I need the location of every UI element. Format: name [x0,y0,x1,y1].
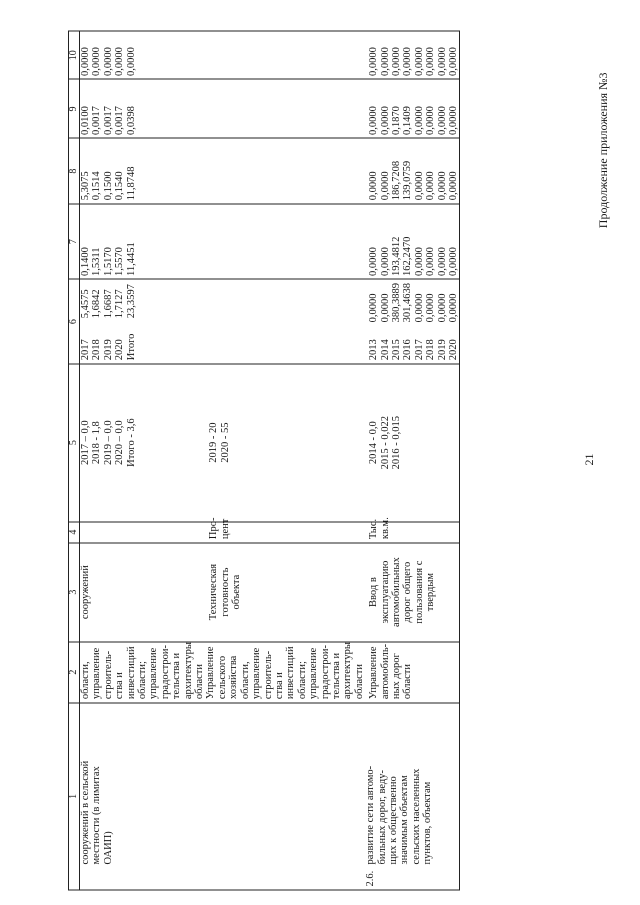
cell-value [80,203,206,279]
appendix-title: Продолжение приложения №3 [596,72,610,228]
cell-line: 1,5311 [91,246,103,276]
cell-line: ства и [273,671,285,699]
cell-line: ных дорог [390,652,402,699]
cell-value [365,31,460,80]
cell-line: 2020 - 55 [219,422,231,463]
cell-line: 0,0000 [80,46,91,76]
cell-line: цент [219,518,231,539]
cell-line: сельских населенных [410,768,422,864]
cell-line: местности (в лимитах [91,765,103,864]
cell-line: сельского [216,655,228,699]
cell-line: 5,4575 [80,288,91,318]
cell-line: Про- [208,517,220,539]
cell-line: 0,0000 [448,292,459,322]
cell-line: Управление [368,645,380,699]
cell-line: 0,0000 [448,105,459,135]
cell-line: 0,0000 [368,292,380,322]
cell-line: твердым [425,572,437,611]
cell-unit [80,521,206,542]
cell-name [80,702,206,889]
col-header: 3 [69,542,80,641]
header-row [69,31,80,890]
cell-line: архитектуры [342,641,354,699]
cell-line: 0,0000 [91,46,103,76]
cell-name [205,702,365,889]
cell-line: 0,0017 [91,105,103,135]
cell-line: 0,0000 [425,246,437,276]
cell-line: области; [296,660,308,699]
cell-value [365,203,460,279]
cell-line: 0,0000 [368,246,380,276]
cell-line: автомобиль- [379,643,391,699]
amount-list [368,282,459,321]
cell-target [80,363,206,521]
cell-line: области, [239,660,251,699]
amount-list [80,284,137,318]
cell-line: 2014 - 0,0 [368,420,380,464]
cell-line: тельства и [330,652,342,699]
cell-line: области [353,663,365,699]
cell-line: 139,0759 [402,160,414,200]
cell-line: 0,0000 [379,292,391,322]
cell-line: бильных дорог, веду- [376,769,388,864]
cell-line: пользования с [413,560,425,624]
cell-executor [80,641,206,702]
table-row [365,31,460,890]
year-amount-group [368,282,459,359]
cell-line: 2020 [114,338,126,360]
cell-line: 1,6687 [102,288,114,318]
cell-line: 0,0100 [80,105,91,135]
cell-line: строитель- [102,650,114,699]
cell-line: 301,4638 [402,282,414,322]
cell-line: 5,3075 [80,170,91,200]
cell-line: 0,0000 [448,46,459,76]
cell-line: области, [80,660,91,699]
cell-line: Итого [125,333,137,360]
cell-line: 2019 [102,338,114,360]
col-header: 1 [69,702,80,889]
cell-line: 2019 [436,338,448,360]
cell-value [205,203,365,279]
cell-line: 1,6842 [91,288,103,318]
cell-line: 0,0017 [102,105,114,135]
year-list [368,322,459,360]
cell-line: 2017 [413,338,425,360]
cell-line: 1,7127 [114,288,126,318]
cell-indicator [80,542,206,641]
cell-line: управление [251,647,263,699]
cell-line: пунктов, объектам [422,781,434,864]
cell-line: 1,5570 [114,246,126,276]
col-header: 10 [69,31,80,80]
cell-line: инвестиций [125,645,137,699]
col-header: 6 [69,279,80,363]
cell-line: 380,3889 [390,282,402,322]
cell-line: 2019 – 0,0 [102,419,114,465]
cell-line: дорог общего [402,561,414,622]
cell-line: 2016 [402,338,414,360]
cell-line: Техническая [208,563,220,620]
cell-line: 2015 [390,338,402,360]
cell-line: 0,1870 [390,105,402,135]
cell-line: строитель- [262,650,274,699]
cell-line: 2013 [368,338,380,360]
cell-line: 23,3597 [125,283,137,318]
col-header: 4 [69,521,80,542]
cell-line: щих к общественно [387,775,399,864]
cell-unit [365,516,460,542]
col-header: 8 [69,138,80,203]
cell-line: Итого - 3,6 [125,417,137,467]
cell-line: 0,0000 [448,246,459,276]
cell-line: 0,0000 [436,292,448,322]
cell-line: области; [137,660,149,699]
cell-line: 11,8748 [125,165,137,200]
cell-value [365,138,460,203]
cell-value [205,138,365,203]
cell-line: сооружений [80,564,91,619]
cell-line: 0,0000 [425,170,437,200]
cell-line: Тыс. [368,518,380,539]
cell-line: автомобильных [390,556,402,627]
cell-line: 0,0000 [436,105,448,135]
cell-line: 162,2470 [402,236,414,276]
cell-line: 0,1540 [114,170,126,200]
cell-line: архитектуры [182,641,194,699]
cell-line: 2019 - 20 [208,422,220,463]
cell-line: 0,0000 [436,246,448,276]
cell-line: 2017 – 0,0 [80,419,91,465]
cell-line: области [402,663,414,699]
cell-line: 0,0000 [114,46,126,76]
cell-line: 0,0000 [390,46,402,76]
cell-line: 2018 - 1,8 [91,420,103,464]
cell-line: инвестиций [285,645,297,699]
cell-line: 0,0000 [413,292,425,322]
cell-value [80,79,206,138]
cell-line: готовность [219,567,231,617]
cell-line: 1,5170 [102,246,114,276]
measure-name [365,724,433,864]
col-header: 2 [69,641,80,702]
cell-line: 2017 [80,338,91,360]
cell-target [205,363,365,521]
cell-line: 193,4812 [390,236,402,276]
cell-line: 0,0000 [425,292,437,322]
cell-line: ОАИП) [102,830,114,864]
cell-total [365,279,460,363]
cell-line: объекта [231,574,243,609]
cell-line: 0,0000 [436,170,448,200]
cell-line: градострои- [319,644,331,699]
cell-line: 0,0000 [379,246,391,276]
cell-line: 0,1514 [91,170,103,200]
year-list [80,318,137,360]
cell-line: области [194,663,206,699]
cell-line: 0,0000 [379,105,391,135]
cell-target [365,363,460,521]
cell-line: кв.м. [379,516,391,539]
cell-indicator [365,542,460,641]
cell-value [80,138,206,203]
cell-line: 2020 [448,338,459,360]
cell-line: управление [148,647,160,699]
cell-line: 0,0000 [413,170,425,200]
cell-line: управление [308,647,320,699]
cell-unit [205,517,365,542]
cell-line: 0,0000 [425,46,437,76]
cell-line: развитие сети автомо- [365,765,377,864]
cell-line: 2015 - 0,022 [379,415,391,469]
cell-line: хозяйства [228,655,240,699]
cell-line: 0,0017 [114,105,126,135]
cell-line: 0,0000 [436,46,448,76]
cell-line: 0,0000 [402,46,414,76]
cell-value [205,79,365,138]
cell-line: 0,1500 [102,170,114,200]
cell-line: 0,0000 [413,246,425,276]
col-header: 5 [69,363,80,521]
cell-value [80,31,206,80]
cell-line: значимым объектам [399,774,411,864]
cell-line: 0,0000 [379,46,391,76]
cell-line: тельства и [171,652,183,699]
cell-line: 186,7208 [390,160,402,200]
cell-line: управление [91,647,103,699]
measure-name [80,724,114,864]
cell-line: 0,0000 [368,46,380,76]
cell-line: ства и [114,671,126,699]
cell-line: 0,0000 [102,46,114,76]
cell-line: 2014 [379,338,391,360]
year-amount-group [80,282,137,359]
cell-line: 0,0000 [413,105,425,135]
cell-value [365,79,460,138]
program-table [68,30,460,890]
cell-line: 11,4451 [125,241,137,276]
row-number: 2.6. [365,870,377,886]
cell-line: Управление [205,645,217,699]
cell-line: 0,0000 [448,170,459,200]
cell-total [80,279,206,363]
cell-executor [365,641,460,702]
table-row [205,31,365,890]
cell-executor [205,641,365,702]
cell-line: градострои- [159,644,171,699]
cell-line: 2018 [425,338,437,360]
cell-line: эксплуатацию [379,560,391,624]
cell-line: 0,0000 [425,105,437,135]
cell-line: 2016 - 0,015 [390,415,402,469]
cell-line: 2018 [91,338,103,360]
col-header: 7 [69,203,80,279]
cell-value [205,31,365,80]
col-header: 9 [69,79,80,138]
cell-line: 2020 – 0,0 [114,419,126,465]
cell-line: Ввод в [368,576,380,607]
cell-line: 0,0000 [413,46,425,76]
cell-line: 0,1409 [402,105,414,135]
cell-indicator [205,542,365,641]
cell-total [205,279,365,363]
cell-line: сооружений в сельской [80,760,91,864]
cell-line: 0,0000 [368,105,380,135]
cell-line: 0,0398 [125,105,137,135]
cell-line: 0,0000 [379,170,391,200]
cell-line: 0,0000 [368,170,380,200]
cell-line: 0,0000 [125,46,137,76]
cell-name [365,702,460,889]
table-row [80,31,206,890]
cell-line: 0,1400 [80,246,91,276]
page-number: 21 [582,453,596,465]
